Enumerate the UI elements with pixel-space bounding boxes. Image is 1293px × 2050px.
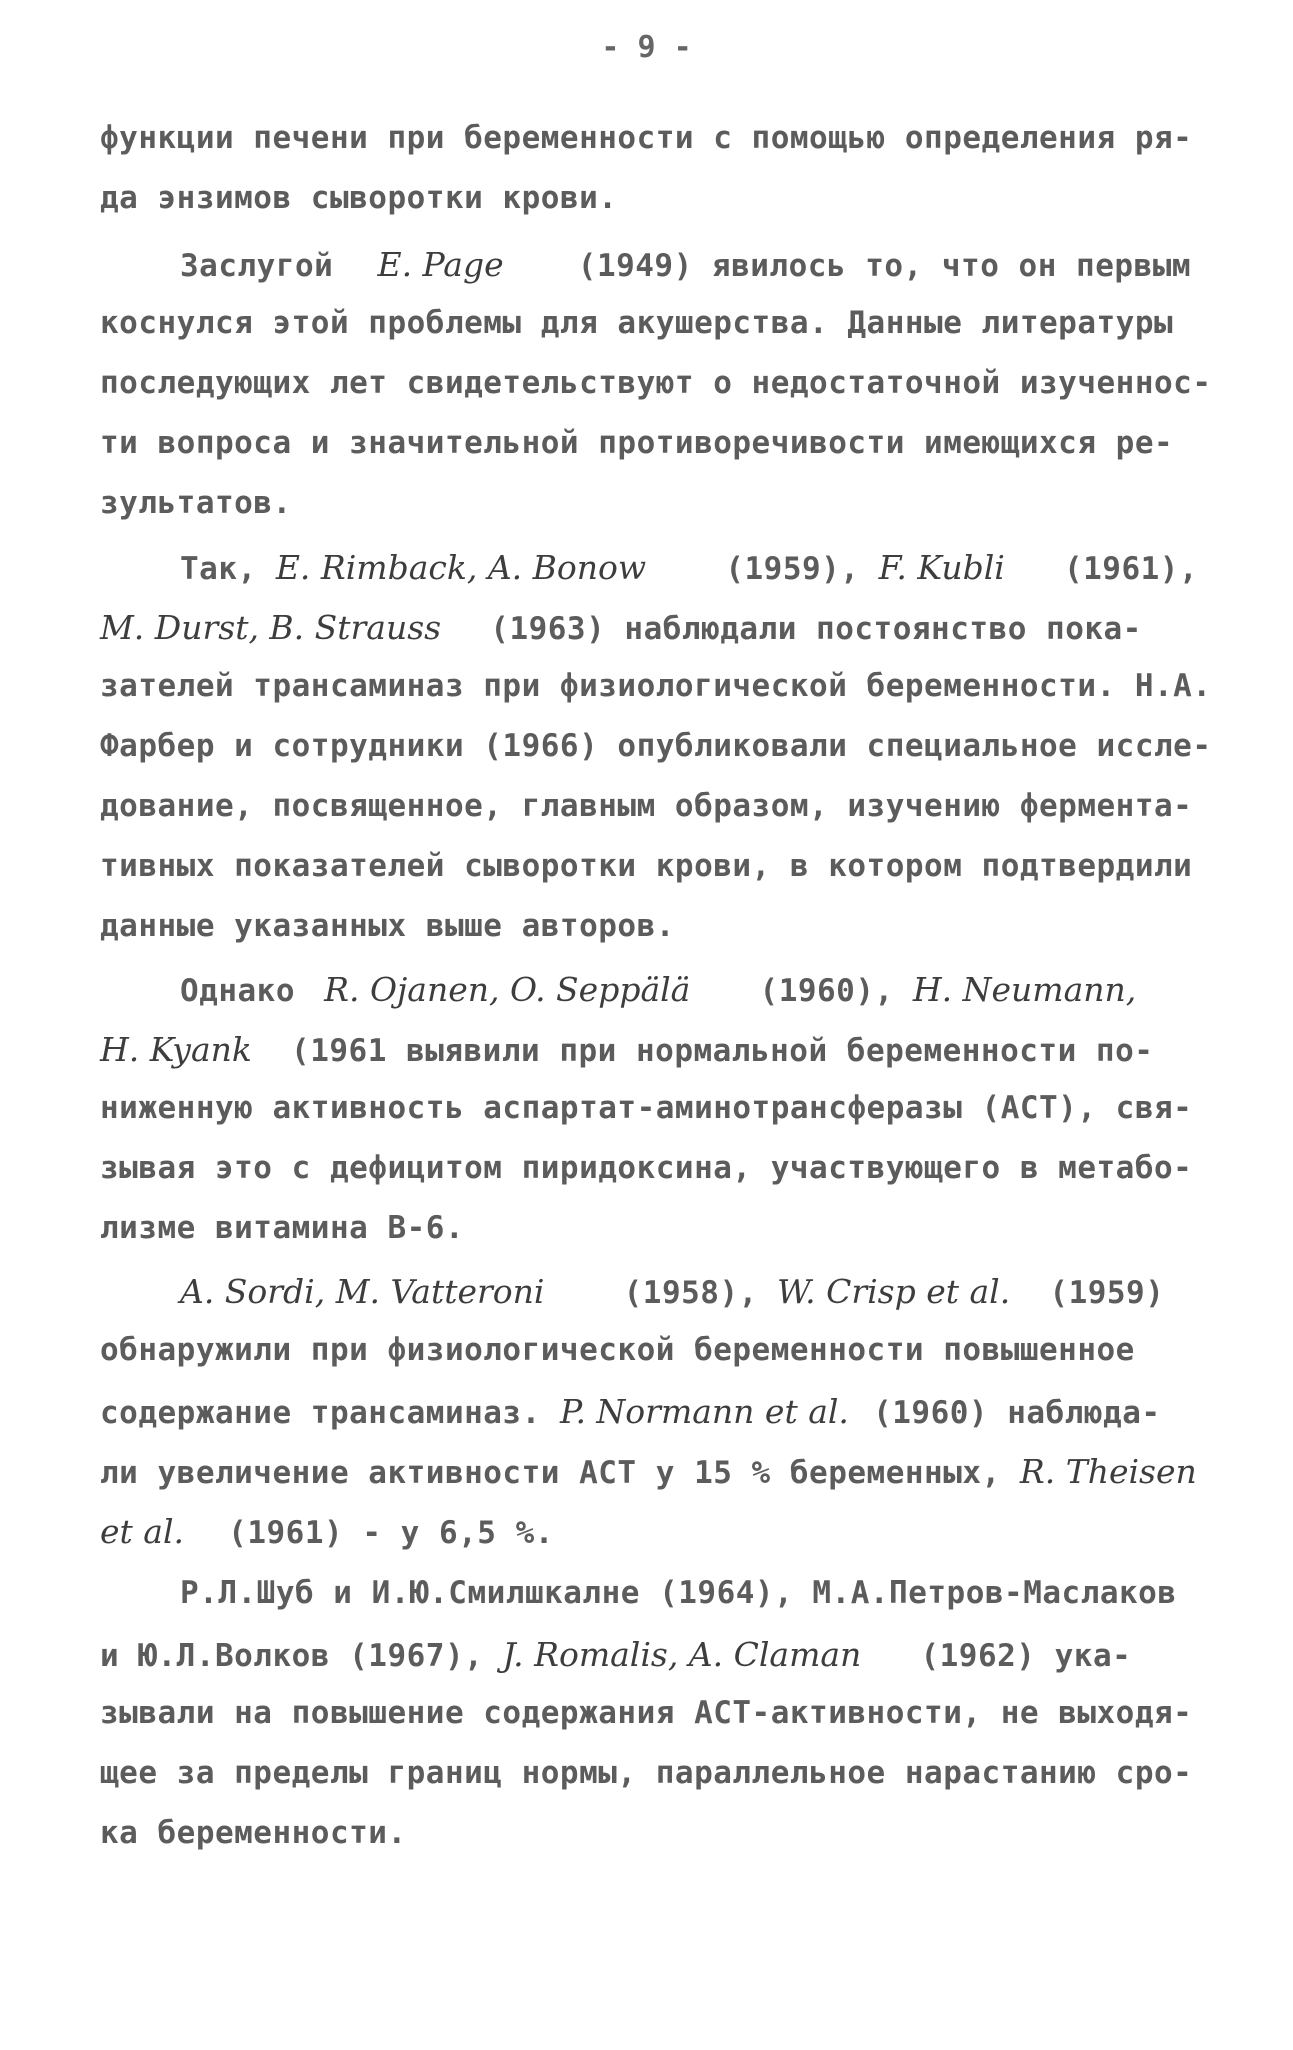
text-segment: ка беременности. <box>100 1815 407 1851</box>
text-segment: Заслугой <box>180 248 334 284</box>
text-line <box>100 305 1173 341</box>
text-segment: (1961) - у 6,5 %. <box>228 1515 554 1551</box>
text-segment: содержание трансаминаз. <box>100 1395 541 1431</box>
text-line <box>100 120 1192 156</box>
text-segment: да энзимов сыворотки крови. <box>100 180 618 216</box>
text-segment: зывая это с дефицитом пиридоксина, участвующего в метабо- <box>100 1150 1193 1186</box>
text-segment: лизме витамина В-6. <box>100 1210 465 1246</box>
handwritten-name: E. Page <box>377 245 504 284</box>
page-number: - 9 - <box>601 30 692 65</box>
handwritten-name: A. Sordi, M. Vatteroni <box>180 1272 545 1311</box>
text-segment: (1961), <box>1063 551 1199 587</box>
text-line <box>100 1210 464 1246</box>
text-line <box>100 485 292 521</box>
text-segment: зателей трансаминаз при физиологической беременности. Н.А. <box>100 668 1212 704</box>
text-segment: (1963) наблюдали постоянство пока- <box>490 611 1142 647</box>
text-line <box>100 1392 1161 1431</box>
handwritten-name: R. Theisen <box>1019 1452 1197 1491</box>
handwritten-name: J. Romalis, A. Claman <box>502 1635 862 1674</box>
text-segment: ти вопроса и значительной противоречивости имеющихся ре- <box>100 425 1174 461</box>
text-line <box>100 1512 554 1551</box>
text-line <box>100 1635 1131 1674</box>
text-segment: дование, посвященное, главным образом, изучению фермента- <box>100 788 1193 824</box>
text-line <box>180 1272 1164 1311</box>
text-segment: (1958), <box>623 1275 758 1311</box>
text-segment: зывали на повышение содержания АСТ-активности, не выходя- <box>100 1695 1193 1731</box>
text-segment: (1959) <box>1049 1275 1165 1311</box>
text-segment: последующих лет свидетельствуют о недостаточной изученнос- <box>100 365 1212 401</box>
text-segment: обнаружили при физиологической беременности повышенное <box>100 1332 1135 1368</box>
text-segment: коснулся этой проблемы для акушерства. Данные литературы <box>100 305 1174 341</box>
text-line <box>180 1575 1177 1611</box>
text-segment: тивных показателей сыворотки крови, в котором подтвердили <box>100 848 1193 884</box>
text-segment: Фарбер и сотрудники (1966) опубликовали специальное иссле- <box>100 728 1212 764</box>
text-segment: Так, <box>180 551 257 587</box>
handwritten-name: et al. <box>100 1512 184 1551</box>
text-line <box>100 668 1212 704</box>
text-line <box>100 908 675 944</box>
text-segment: данные указанных выше авторов. <box>100 908 675 944</box>
text-line <box>100 425 1173 461</box>
text-segment: (1961 выявили при нормальной беременности по- <box>291 1033 1154 1069</box>
text-segment: (1959), <box>725 551 860 587</box>
handwritten-name: M. Durst, B. Strauss <box>100 608 442 647</box>
handwritten-name: R. Ojanen, O. Seppälä <box>324 970 691 1009</box>
text-line <box>100 1332 1135 1368</box>
handwritten-name: P. Normann et al. <box>559 1392 849 1431</box>
text-line <box>100 1695 1192 1731</box>
text-segment: (1960), <box>759 973 894 1009</box>
text-segment: (1962) ука- <box>920 1638 1132 1674</box>
text-segment: ли увеличение активности АСТ у 15 % беременных, <box>100 1455 1001 1491</box>
text-line <box>100 365 1212 401</box>
text-segment: зультатов. <box>100 485 292 521</box>
text-line <box>100 1452 1197 1491</box>
text-line <box>100 848 1192 884</box>
text-segment: Р.Л.Шуб и И.Ю.Смилшкалне (1964), М.А.Петров-Маслаков <box>180 1575 1177 1611</box>
text-segment: Однако <box>180 973 295 1009</box>
handwritten-name: H. Kyank <box>100 1030 252 1069</box>
text-line <box>180 245 1191 284</box>
text-line <box>100 180 617 216</box>
handwritten-name: H. Neumann, <box>912 970 1137 1009</box>
text-line <box>100 1090 1192 1126</box>
text-line <box>180 970 1136 1009</box>
text-segment: ниженную активность аспартат-аминотрансферазы (АСТ), свя- <box>100 1090 1193 1126</box>
handwritten-name: E. Rimback, A. Bonow <box>275 548 647 587</box>
text-segment: функции печени при беременности с помощью определения ря- <box>100 120 1193 156</box>
text-line <box>180 548 1198 587</box>
text-segment: и Ю.Л.Волков (1967), <box>100 1638 484 1674</box>
text-segment: (1960) наблюда- <box>873 1395 1161 1431</box>
text-line <box>100 1150 1192 1186</box>
text-segment: щее за пределы границ нормы, параллельное нарастанию сро- <box>100 1755 1193 1791</box>
text-segment: (1949) явилось то, что он первым <box>577 248 1192 284</box>
text-line <box>100 1755 1192 1791</box>
text-line <box>100 728 1212 764</box>
handwritten-name: F. Kubli <box>878 548 1005 587</box>
text-line <box>100 788 1192 824</box>
handwritten-name: W. Crisp et al. <box>776 1272 1011 1311</box>
text-line <box>100 1030 1153 1069</box>
text-line <box>100 608 1142 647</box>
text-line <box>100 1815 407 1851</box>
